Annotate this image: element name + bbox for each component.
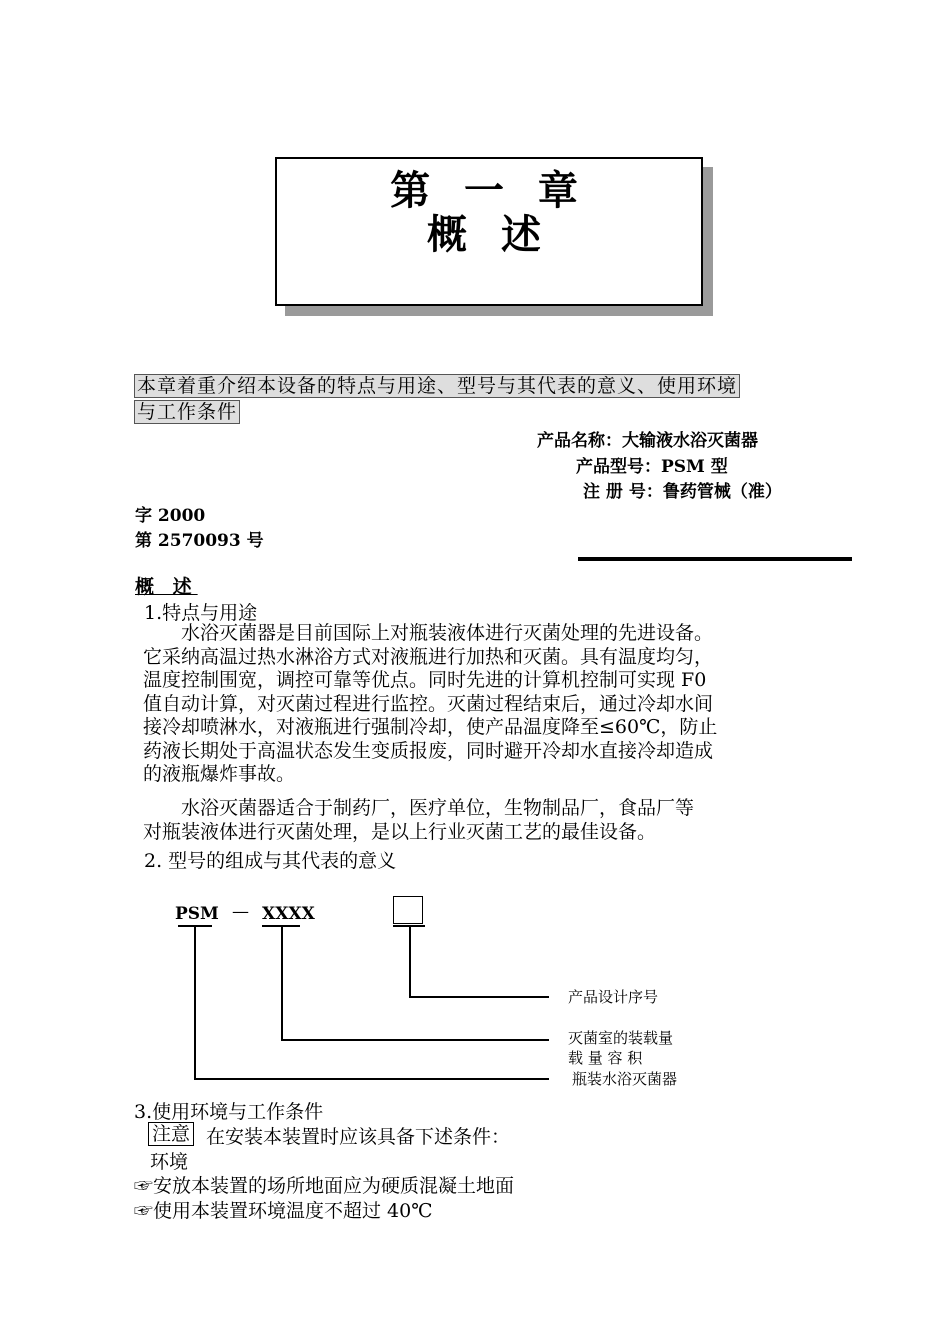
divider-line bbox=[578, 557, 852, 561]
para-line: 它采纳高温过热水淋浴方式对液瓶进行加热和灭菌。具有温度均匀， bbox=[143, 645, 714, 668]
intro-line-2: 与工作条件 bbox=[134, 400, 240, 424]
chapter-title: 概 述 bbox=[427, 212, 551, 258]
connector-load bbox=[281, 926, 283, 1040]
para-line: 对瓶装液体进行灭菌处理，是以上行业灭菌工艺的最佳设备。 bbox=[143, 820, 657, 843]
intro-line-1: 本章着重介绍本设备的特点与用途、型号与其代表的意义、使用环境 bbox=[134, 374, 740, 398]
product-model: 产品型号：PSM 型 bbox=[576, 457, 728, 477]
design-number-box bbox=[393, 896, 423, 924]
chapter-title-box bbox=[275, 157, 703, 306]
code-dash: — bbox=[232, 902, 249, 922]
para-line: 水浴灭菌器是目前国际上对瓶装液体进行灭菌处理的先进设备。 bbox=[143, 622, 714, 644]
connector-type-h bbox=[194, 1078, 549, 1080]
paragraph-applications bbox=[143, 797, 823, 844]
note-text: 在安装本装置时应该具备下述条件： bbox=[206, 1126, 511, 1148]
chapter-number: 第 一 章 bbox=[390, 168, 588, 214]
product-name: 产品名称：大输液水浴灭菌器 bbox=[537, 431, 758, 451]
environment-heading: 环境 bbox=[150, 1151, 189, 1173]
registration-number: 注 册 号：鲁药管械（准） bbox=[583, 482, 782, 502]
paragraph-features bbox=[143, 622, 823, 787]
para-line: 的液瓶爆炸事故。 bbox=[143, 763, 296, 785]
label-load: 灭菌室的装载量 bbox=[568, 1029, 674, 1047]
note-label: 注意 bbox=[148, 1122, 194, 1146]
label-type: 瓶装水浴灭菌器 bbox=[572, 1070, 678, 1088]
code-xxxx: XXXX bbox=[262, 904, 315, 924]
subsection-model: 2. 型号的组成与其代表的意义 bbox=[144, 850, 397, 872]
condition-item-floor: ☞安放本装置的场所地面应为硬质混凝土地面 bbox=[134, 1175, 515, 1197]
para-line: 药液长期处于高温状态发生变质报废，同时避开冷却水直接冷却造成 bbox=[143, 739, 714, 762]
subsection-features: 1.特点与用途 bbox=[144, 602, 258, 624]
code-psm: PSM bbox=[175, 904, 219, 924]
registration-line-3: 第 2570093 号 bbox=[135, 531, 264, 551]
condition-item-temperature: ☞使用本装置环境温度不超过 40℃ bbox=[134, 1200, 433, 1222]
registration-line-2: 字 2000 bbox=[135, 506, 206, 526]
section-heading: 概 述 bbox=[135, 576, 198, 598]
label-design-number: 产品设计序号 bbox=[568, 988, 659, 1006]
connector-type bbox=[194, 926, 196, 1079]
para-line: 值自动计算，对灭菌过程进行监控。灭菌过程结束后，通过冷却水间 bbox=[143, 692, 714, 715]
connector-design bbox=[409, 926, 411, 997]
para-line: 水浴灭菌器适合于制药厂，医疗单位，生物制品厂，食品厂等 bbox=[143, 797, 695, 819]
label-volume: 载 量 容 积 bbox=[568, 1049, 643, 1067]
para-line: 温度控制围宽，调控可靠等优点。同时先进的计算机控制可实现 F0 bbox=[143, 669, 707, 691]
connector-design-h bbox=[409, 996, 549, 998]
connector-load-h bbox=[281, 1039, 549, 1041]
subsection-conditions: 3.使用环境与工作条件 bbox=[134, 1101, 324, 1123]
para-line: 接冷却喷淋水，对液瓶进行强制冷却，使产品温度降至≤60℃，防止 bbox=[143, 716, 718, 738]
